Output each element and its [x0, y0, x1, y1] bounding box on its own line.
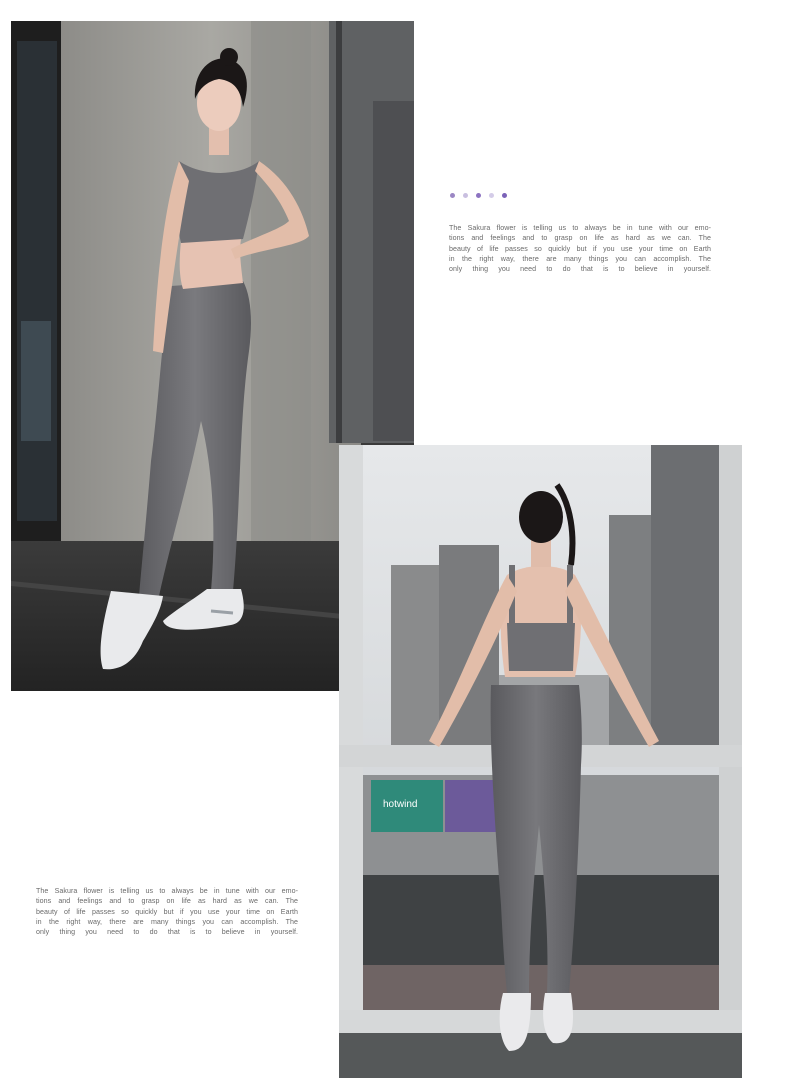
- text-line: The Sakura flower is telling us to always be in tune with our emo-: [449, 224, 711, 232]
- dot-2: [463, 193, 468, 198]
- dot-1: [450, 193, 455, 198]
- text-block-bottom: [36, 886, 298, 937]
- text-line: in the right way, there are many things you can accomplish. The: [36, 917, 298, 926]
- text-line: tions and feelings and to grasp on life as hard as we can. The: [36, 897, 298, 906]
- text-line: beauty of life passes so quickly but if you use your time on Earth: [449, 244, 711, 253]
- text-line: beauty of life passes so quickly but if you use your time on Earth: [36, 907, 298, 916]
- photo-back-view: [339, 445, 742, 1078]
- dot-3: [476, 193, 481, 198]
- text-line: tions and feelings and to grasp on life as hard as we can. The: [449, 234, 711, 243]
- dot-4: [489, 193, 494, 198]
- text-line: only thing you need to do that is to believe in yourself.: [36, 928, 298, 937]
- decorative-dots: [450, 193, 507, 198]
- text-block-top: [449, 223, 711, 274]
- text-line: only thing you need to do that is to believe in yourself.: [449, 265, 711, 274]
- dot-5: [502, 193, 507, 198]
- text-line: The Sakura flower is telling us to always be in tune with our emo-: [36, 887, 298, 895]
- sign-text: hotwind: [383, 799, 418, 810]
- text-line: in the right way, there are many things you can accomplish. The: [449, 254, 711, 263]
- woman-back-pose-icon: [339, 445, 742, 1078]
